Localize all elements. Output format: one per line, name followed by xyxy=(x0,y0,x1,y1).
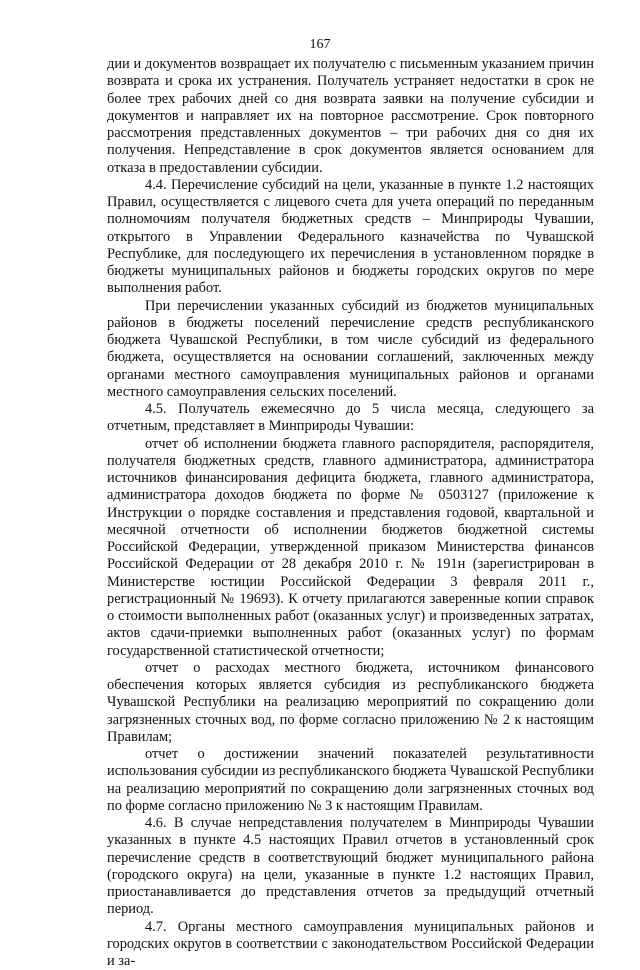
paragraph-4-4: 4.4. Перечисление субсидий на цели, указанные в пункте 1.2 настоящих Правил, осуществляется с лицевого счета для учета операций по переданным полномочиям получателя бюджетных средств – Минприроды Чувашии, открытого в Управлении Федерального казначейства по Чувашской Республике, для последующего их перечисления в установленном порядке в бюджеты муниципальных районов и бюджеты городских округов по мере выполнения работ. xyxy=(107,177,594,298)
paragraph-4-7: 4.7. Органы местного самоуправления муниципальных районов и городских округов в соответствии с законодательством Российской Федерации и за- xyxy=(107,919,594,970)
paragraph-4-6: 4.6. В случае непредставления получателем в Минприроды Чувашии указанных в пункте 4.5 настоящих Правил отчетов в установленный срок перечисление средств в соответствующий бюджет муниципального района (городского округа) на цели, указанные в пункте 1.2 настоящих Правил, приостанавливается до представления отчетов за предыдущий отчетный период. xyxy=(107,815,594,919)
paragraph-4-3-continuation: дии и документов возвращает их получателю с письменным указанием причин возврата и срока их устранения. Получатель устраняет недостатки в срок не более трех рабочих дней со дня возврата заявки на получение субсидии и документов и направляет их на повторное рассмотрение. Срок повторного рассмотрения представленных документов – три рабочих дня со дня их получения. Непредставление в срок документов является основанием для отказа в предоставлении субсидии. xyxy=(107,56,594,177)
page-number: 167 xyxy=(0,37,640,53)
paragraph-4-4-transfer: При перечислении указанных субсидий из бюджетов муниципальных районов в бюджеты поселений перечисление средств республиканского бюджета Чувашской Республики, в том числе субсидий из федерального бюджета, осуществляется на основании соглашений, заключенных между органами местного самоуправления муниципальных районов и органами местного самоуправления сельских поселений. xyxy=(107,298,594,402)
paragraph-4-5-performance-report: отчет о достижении значений показателей результативности использования субсидии из республиканского бюджета Чувашской Республики на реализацию мероприятий по сокращению доли загрязненных сточных вод по форме согласно приложению № 3 к настоящим Правилам. xyxy=(107,746,594,815)
paragraph-4-5-expense-report: отчет о расходах местного бюджета, источником финансового обеспечения которых является субсидия из республиканского бюджета Чувашской Республики на реализацию мероприятий по сокращению доли загрязненных сточных вод, по форме согласно приложению № 2 к настоящим Правилам; xyxy=(107,660,594,746)
document-body xyxy=(107,56,594,970)
paragraph-4-5-budget-report: отчет об исполнении бюджета главного распорядителя, распорядителя, получателя бюджетных средств, главного администратора, администратора источников финансирования дефицита бюджета, главного администратора, администратора доходов бюджета по форме № 0503127 (приложение к Инструкции о порядке составления и представления годовой, квартальной и месячной отчетности об исполнении бюджетов бюджетной системы Российской Федерации, утвержденной приказом Министерства финансов Российской Федерации от 28 декабря 2010 г. № 191н (зарегистрирован в Министерстве юстиции Российской Федерации 3 февраля 2011 г., регистрационный № 19693). К отчету прилагаются заверенные копии справок о стоимости выполненных работ (оказанных услуг) и произведенных затратах, актов сдачи-приемки выполненных работ (оказанных услуг) по формам государственной статистической отчетности; xyxy=(107,436,594,660)
paragraph-4-5: 4.5. Получатель ежемесячно до 5 числа месяца, следующего за отчетным, представляет в Минприроды Чувашии: xyxy=(107,401,594,436)
